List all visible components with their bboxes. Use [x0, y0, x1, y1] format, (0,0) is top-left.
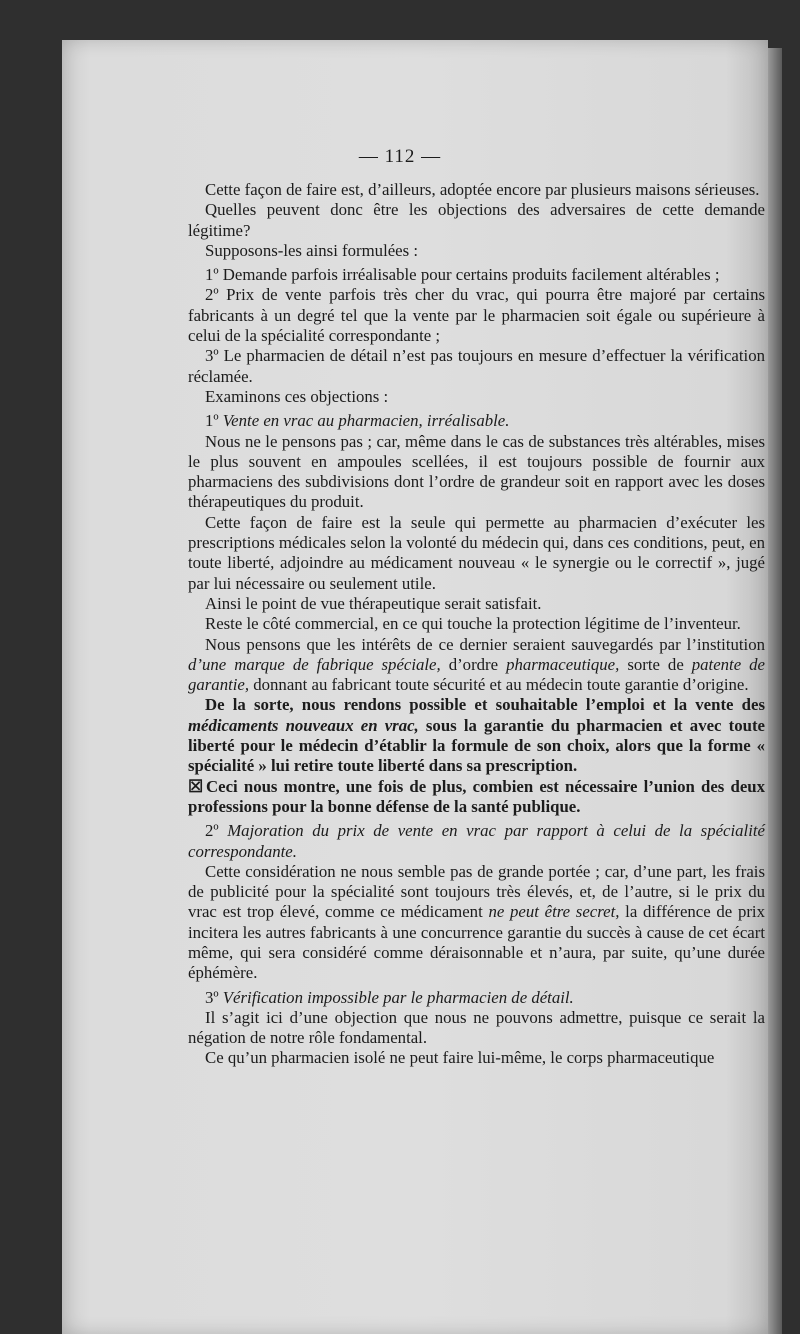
text-span: patente de garantie,: [188, 654, 765, 695]
text-span: donnant au fabricant toute sécurité et au médecin toute garantie d’origine.: [249, 675, 749, 695]
text-span: d’une marque de fabrique spéciale,: [188, 654, 441, 674]
text-span: Cette façon de faire est, d’ailleurs, adoptée encore par plusieurs maisons sérieuses.: [205, 180, 760, 199]
text-span: sorte de: [619, 654, 692, 674]
paragraph: [188, 241, 765, 261]
text-span: sous la garantie du pharmacien et avec toute liberté pour le médecin d’établir la formule de son choix, alors que la forme « spécialité » lui retire toute liberté dans sa prescription.: [188, 715, 765, 776]
paragraph: [188, 265, 765, 285]
text-span: Examinons ces objections :: [205, 386, 389, 406]
paragraph: [188, 387, 765, 407]
text-span: Ce qu’un pharmacien isolé ne peut faire lui-même, le corps pharmaceutique: [205, 1048, 715, 1068]
paragraph: [188, 821, 765, 862]
text-span: Cette façon de faire est la seule qui permette au pharmacien d’exécuter les prescriptions médicales selon la volonté du médecin qui, dans ces conditions, peut, en toute liberté, adjoindre au médicament nouveau « le synergie ou le correctif », jugé par lui nécessaire ou seulement utile.: [188, 512, 765, 593]
paragraph: [188, 614, 765, 634]
paragraph: [188, 988, 765, 1008]
paragraph: [188, 346, 765, 387]
text-span: 1º: [205, 411, 223, 431]
text-span: De la sorte, nous rendons possible et souhaitable l’emploi et la vente des: [205, 695, 765, 715]
text-span: Il s’agit ici d’une objection que nous ne pouvons admettre, puisque ce serait la négation de notre rôle fondamental.: [188, 1007, 765, 1048]
text-span: Vente en vrac au pharmacien, irréalisable.: [222, 411, 510, 431]
page-number: — 112 —: [358, 146, 442, 167]
paragraph: [188, 1048, 765, 1068]
paragraph: [188, 411, 765, 431]
text-span: 3º: [205, 987, 223, 1007]
text-span: la différence de prix incitera les autres fabricants à une concurrence garantie du succès à cause de cet écart même, qui sera considéré comme déraisonnable et n’aura, par suite, qu’une durée éphémère.: [188, 902, 765, 983]
text-span: Ceci nous montre, une fois de plus, combien est nécessaire l’union des deux professions pour la bonne défense de la santé publique.: [188, 776, 765, 816]
text-span: 2º Prix de vente parfois très cher du vrac, qui pourra être majoré par certains fabricants à un degré tel que la vente par le pharmacien soit égale ou supérieure à celui de la spécialité correspondante ;: [188, 285, 765, 346]
body-text: [188, 180, 765, 1069]
paragraph: [188, 1008, 765, 1049]
margin-mark-icon: ☒: [188, 776, 204, 796]
paragraph: [188, 200, 765, 241]
text-span: Supposons-les ainsi formulées :: [205, 240, 419, 260]
paragraph: [188, 635, 765, 696]
paragraph: [188, 862, 765, 984]
text-span: ne peut être secret,: [488, 902, 620, 922]
paragraph: [188, 285, 765, 346]
text-span: Quelles peuvent donc être les objections des adversaires de cette demande légitime?: [188, 200, 765, 240]
paragraph: [188, 513, 765, 594]
text-span: 3º Le pharmacien de détail n’est pas toujours en mesure d’effectuer la vérification réclamée.: [188, 346, 765, 386]
text-span: Majoration du prix de vente en vrac par rapport à celui de la spécialité correspondante.: [188, 821, 765, 861]
next-page-edge: [768, 48, 782, 1334]
paragraph: [188, 695, 765, 776]
text-span: Vérification impossible par le pharmacien de détail.: [222, 987, 574, 1007]
text-span: Reste le côté commercial, en ce qui touche la protection légitime de l’inventeur.: [205, 614, 741, 634]
text-span: Nous ne le pensons pas ; car, même dans le cas de substances très altérables, mises le plus souvent en ampoules scellées, il est toujours possible de fournir aux pharmaciens des subdivisions dont l’ordre de grandeur soit en rapport avec les doses thérapeutiques du produit.: [188, 431, 765, 512]
text-span: Ainsi le point de vue thérapeutique serait satisfait.: [205, 593, 542, 613]
text-span: Cette considération ne nous semble pas de grande portée ; car, d’une part, les frais de publicité pour la spécialité sont toujours très élevés, et, de l’autre, si le prix du vrac est trop élevé, comme ce médicament: [188, 861, 765, 922]
text-span: médicaments nouveaux en vrac,: [188, 715, 419, 735]
text-span: pharmaceutique,: [506, 654, 620, 674]
paragraph: [188, 594, 765, 614]
paragraph: [188, 777, 765, 818]
text-span: Nous pensons que les intérêts de ce dernier seraient sauvegardés par l’institution: [205, 634, 765, 654]
text-span: d’ordre: [440, 654, 507, 674]
text-span: 1º Demande parfois irréalisable pour certains produits facilement altérables ;: [205, 265, 720, 285]
paragraph: [188, 432, 765, 513]
paragraph: [188, 180, 765, 200]
text-span: 2º: [205, 821, 228, 841]
